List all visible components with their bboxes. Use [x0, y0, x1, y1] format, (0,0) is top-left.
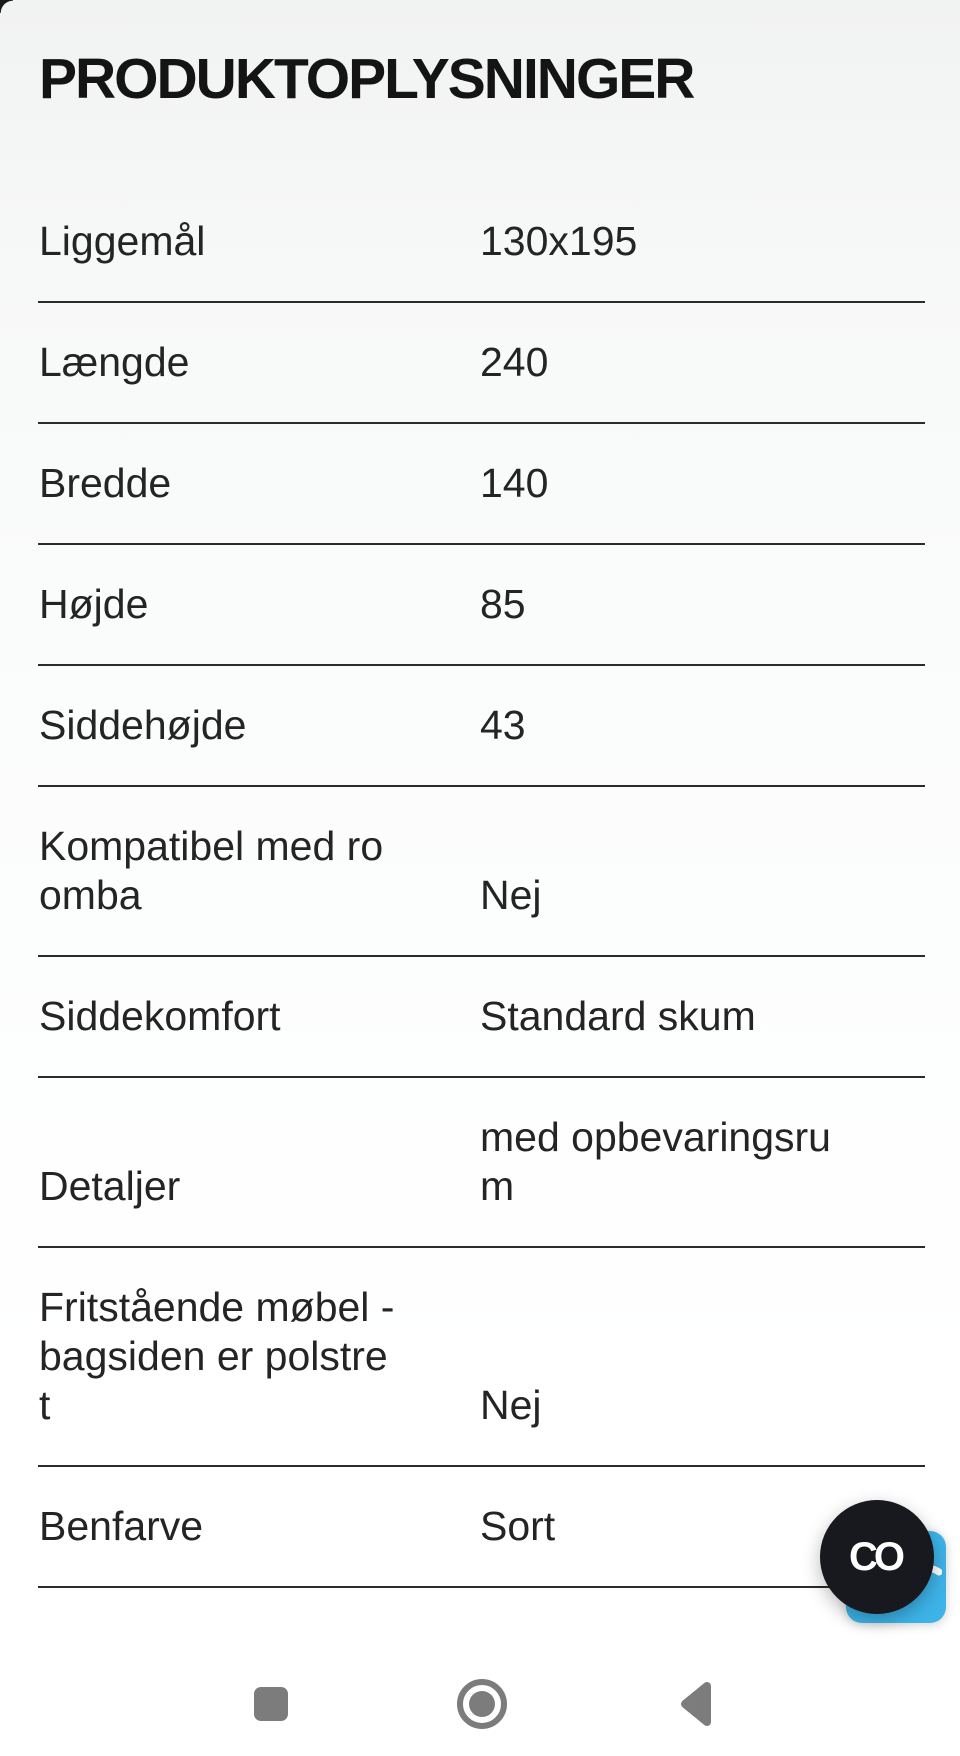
android-navigation-bar: [0, 1640, 960, 1756]
spec-value: Sort: [400, 1466, 925, 1587]
spec-label: Siddehøjde: [38, 665, 400, 786]
cookie-consent-logo: CO: [849, 1534, 901, 1579]
spec-label: Benfarve: [38, 1466, 400, 1587]
home-circle-icon: [457, 1679, 507, 1729]
table-row: [38, 423, 925, 544]
page-title: PRODUKTOPLYSNINGER: [39, 47, 694, 111]
spec-value: 240: [400, 302, 925, 423]
spec-label: Fritstående møbel - bagsiden er polstret: [38, 1247, 400, 1466]
back-button[interactable]: [678, 1680, 712, 1728]
table-row: [38, 786, 925, 956]
spec-value: Nej: [400, 786, 925, 956]
table-row: [38, 1247, 925, 1466]
spec-label: Højde: [38, 544, 400, 665]
recents-button[interactable]: [254, 1687, 288, 1721]
spec-label: Bredde: [38, 423, 400, 544]
spec-value: 85: [400, 544, 925, 665]
product-info-section: [38, 0, 925, 1588]
spec-value: Nej: [400, 1247, 925, 1466]
spec-value: med opbevaringsrum: [400, 1077, 925, 1247]
spec-value: 140: [400, 423, 925, 544]
table-row: [38, 182, 925, 302]
back-triangle-icon: [678, 1680, 712, 1728]
table-row: [38, 1466, 925, 1587]
spec-value: 130x195: [400, 182, 925, 302]
spec-label: Længde: [38, 302, 400, 423]
home-button[interactable]: [457, 1679, 507, 1729]
table-row: [38, 665, 925, 786]
spec-label: Detaljer: [38, 1077, 400, 1247]
spec-label: Kompatibel med roomba: [38, 786, 400, 956]
spec-table: [38, 182, 925, 1588]
spec-label: Liggemål: [38, 182, 400, 302]
table-row: [38, 956, 925, 1077]
recents-square-icon: [254, 1687, 288, 1721]
spec-value: Standard skum: [400, 956, 925, 1077]
spec-label: Siddekomfort: [38, 956, 400, 1077]
table-row: [38, 544, 925, 665]
table-row: [38, 302, 925, 423]
cookie-consent-button[interactable]: [820, 1500, 934, 1614]
table-row: [38, 1077, 925, 1247]
screen-corner-notch: [0, 0, 13, 13]
spec-value: 43: [400, 665, 925, 786]
